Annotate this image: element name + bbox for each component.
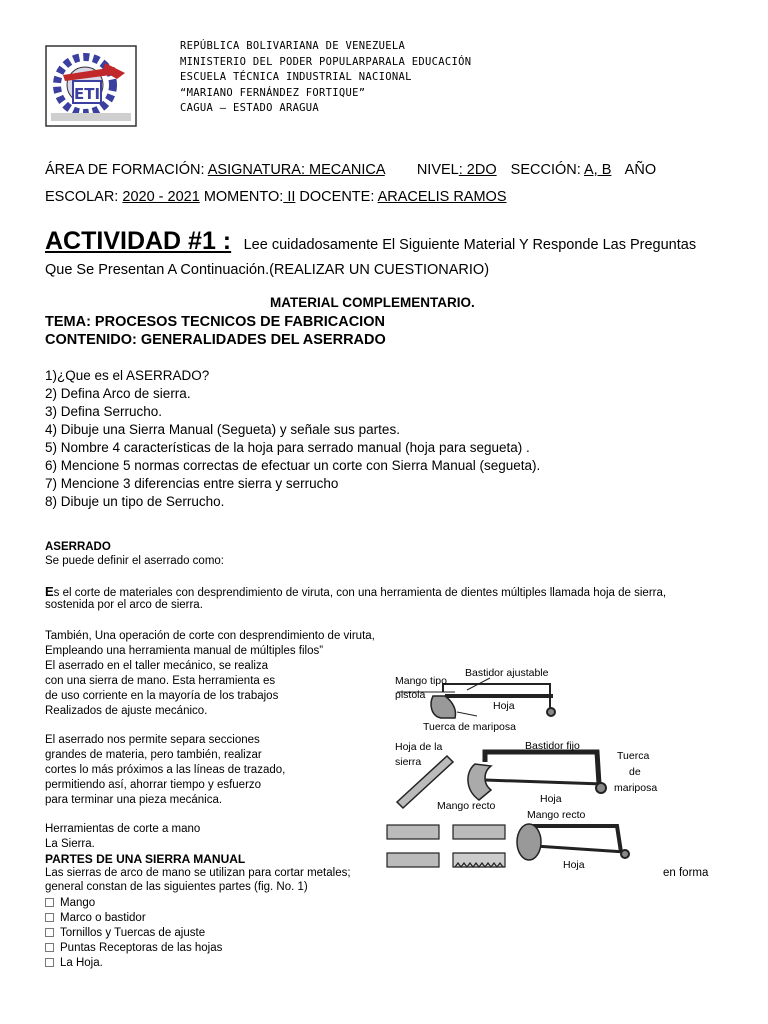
checkbox-bullet-icon	[45, 898, 54, 907]
label-hoja-de-la: Hoja de la	[395, 741, 443, 753]
label-mango-recto-1: Mango recto	[437, 800, 496, 812]
question-item: 4) Dibuje una Sierra Manual (Segueta) y señale sus partes.	[45, 422, 400, 437]
question-item: 7) Mencione 3 diferencias entre sierra y serrucho	[45, 476, 339, 491]
parts-list-item	[45, 956, 222, 971]
checkbox-bullet-icon	[45, 943, 54, 952]
parts-item-label: Marco o bastidor	[60, 912, 146, 924]
seccion-value: A, B	[584, 162, 612, 178]
tema-line: TEMA: PROCESOS TECNICOS DE FABRICACION	[45, 314, 385, 330]
course-info-line-2	[45, 189, 507, 205]
question-item: 2) Defina Arco de sierra.	[45, 386, 191, 401]
question-item: 8) Dibuje un tipo de Serrucho.	[45, 494, 225, 509]
paragraph-line: El aserrado en el taller mecánico, se realiza	[45, 660, 269, 672]
activity-instruction-1: Lee cuidadosamente El Siguiente Material Y Responde Las Preguntas	[243, 237, 697, 253]
school-logo-graphic	[45, 45, 137, 127]
label-mango-recto-2: Mango recto	[527, 809, 586, 821]
docente-value: ARACELIS RAMOS	[377, 189, 507, 205]
header-line: CAGUA – ESTADO ARAGUA	[180, 102, 320, 114]
question-item: 6) Mencione 5 normas correctas de efectuar un corte con Sierra Manual (segueta).	[45, 458, 541, 473]
questions-list	[45, 367, 540, 511]
label-hoja-2: Hoja	[540, 793, 562, 805]
paragraph-1	[45, 629, 375, 719]
paragraph-2	[45, 733, 285, 808]
paragraph-line: para terminar una pieza mecánica.	[45, 794, 223, 806]
header-line: “MARIANO FERNÁNDEZ FORTIQUE”	[180, 86, 366, 99]
paragraph-line: con una sierra de mano. Esta herramienta es	[45, 675, 276, 687]
definition-intro: Se puede definir el aserrado como:	[45, 555, 224, 567]
label-tuerca-mariposa-1: Tuerca de mariposa	[423, 721, 516, 733]
area-value: ASIGNATURA: MECANICA	[207, 162, 385, 178]
saw-straight-handle-icon	[517, 824, 629, 860]
label-tuerca: Tuerca	[617, 750, 650, 762]
escolar-value: 2020 - 2021	[122, 189, 200, 205]
partes-heading: PARTES DE UNA SIERRA MANUAL	[45, 852, 246, 866]
definition-line-1	[45, 584, 666, 599]
institution-header	[180, 39, 471, 117]
parts-item-label: Mango	[60, 897, 96, 909]
paragraph-line: cortes lo más próximos a las líneas de trazado,	[45, 764, 286, 776]
paragraph-line: permitiendo así, ahorrar tiempo y esfuerzo	[45, 779, 262, 791]
momento-label: MOMENTO:	[203, 189, 284, 205]
definition-text: s el corte de materiales con desprendimiento de viruta, con una herramienta de dientes múltiples llamada hoja de sierra,	[53, 587, 667, 599]
activity-instruction-2: Que Se Presentan A Continuación.(REALIZAR UN CUESTIONARIO)	[45, 262, 490, 278]
question-item: 1)¿Que es el ASERRADO?	[45, 368, 210, 383]
parts-list-item	[45, 911, 222, 926]
question-item: 3) Defina Serrucho.	[45, 404, 163, 419]
area-label: ÁREA DE FORMACIÓN:	[45, 162, 205, 178]
activity-title: ACTIVIDAD #1 :	[45, 227, 232, 255]
seccion-label: SECCIÓN:	[510, 162, 581, 178]
label-pistola: pistola	[395, 689, 426, 701]
partes-line-1-end: en forma	[663, 867, 709, 879]
parts-list-item	[45, 926, 222, 941]
aserrado-heading: ASERRADO	[45, 541, 111, 553]
parts-item-label: Puntas Receptoras de las hojas	[60, 942, 223, 954]
checkbox-bullet-icon	[45, 928, 54, 937]
parts-item-label: La Hoja.	[60, 957, 103, 969]
paragraph-line: También, Una operación de corte con desprendimiento de viruta,	[45, 630, 375, 642]
header-line: ESCUELA TÉCNICA INDUSTRIAL NACIONAL	[180, 71, 412, 83]
label-bastidor-fijo: Bastidor fijo	[525, 740, 580, 752]
label-hoja-3: Hoja	[563, 859, 585, 871]
label-sierra: sierra	[395, 756, 422, 768]
ano-label: AÑO	[624, 162, 657, 178]
material-heading: MATERIAL COMPLEMENTARIO.	[270, 295, 475, 310]
paragraph-line: grandes de materia, pero también, realizar	[45, 749, 262, 761]
definition-line-2: sostenida por el arco de sierra.	[45, 599, 203, 611]
saw-blades-stock-icon	[387, 825, 505, 867]
label-mariposa: mariposa	[614, 782, 658, 794]
paragraph-line: Empleando una herramienta manual de múltiples filos”	[45, 645, 324, 657]
partes-line-1: Las sierras de arco de mano se utilizan para cortar metales;	[45, 867, 351, 879]
checkbox-bullet-icon	[45, 913, 54, 922]
logo-text: ETI	[73, 85, 101, 103]
label-mango-tipo: Mango tipo	[395, 675, 447, 687]
parts-list	[45, 896, 222, 971]
paragraph-line: Realizados de ajuste mecánico.	[45, 705, 208, 717]
paragraph-line: de uso corriente en la mayoría de los trabajos	[45, 690, 279, 702]
escolar-label: ESCOLAR:	[45, 189, 119, 205]
course-info-line-1	[45, 162, 656, 178]
checkbox-bullet-icon	[45, 958, 54, 967]
herramientas-line: Herramientas de corte a mano	[45, 823, 201, 835]
hacksaw-drawing	[385, 660, 730, 875]
header-line: MINISTERIO DEL PODER POPULARPARALA EDUCACIÓN	[180, 55, 472, 68]
label-de: de	[629, 766, 641, 778]
activity-title-line	[45, 227, 696, 256]
paragraph-line: El aserrado nos permite separa secciones	[45, 734, 260, 746]
partes-line-2: general constan de las siguientes partes (fig. No. 1)	[45, 881, 308, 893]
header-line: REPÚBLICA BOLIVARIANA DE VENEZUELA	[180, 40, 406, 52]
nivel-label: NIVEL	[416, 162, 459, 178]
parts-list-item	[45, 896, 222, 911]
question-item: 5) Nombre 4 características de la hoja para serrado manual (hoja para segueta) .	[45, 440, 530, 455]
parts-list-item	[45, 941, 222, 956]
saw-fixed-frame-icon	[468, 752, 606, 800]
parts-item-label: Tornillos y Tuercas de ajuste	[60, 927, 206, 939]
momento-value: II	[283, 189, 296, 205]
label-hoja-1: Hoja	[493, 700, 515, 712]
hacksaw-figure	[385, 660, 730, 875]
school-logo	[45, 45, 137, 127]
nivel-value: : 2DO	[458, 162, 497, 178]
definition-initial: E	[45, 584, 54, 599]
la-sierra-line: La Sierra.	[45, 838, 95, 850]
contenido-line: CONTENIDO: GENERALIDADES DEL ASERRADO	[45, 332, 386, 348]
label-bastidor-ajustable: Bastidor ajustable	[465, 667, 549, 679]
docente-label: DOCENTE:	[299, 189, 375, 205]
